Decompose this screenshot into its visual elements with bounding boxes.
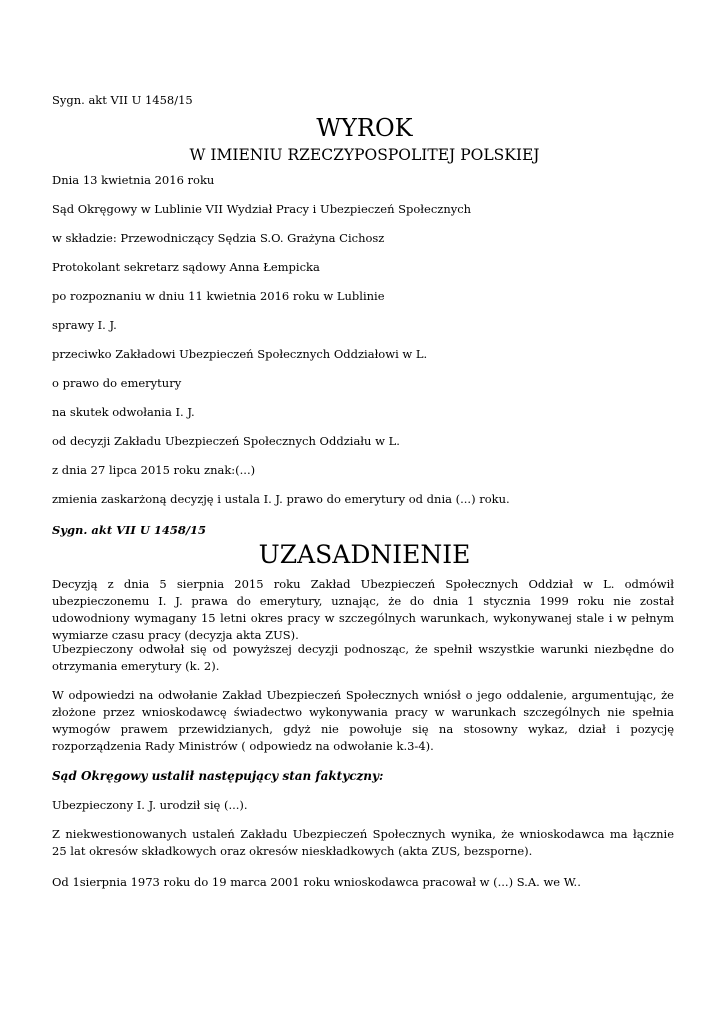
judgment-ruling: zmienia zaskarżoną decyzję i ustala I. J. prawo do emerytury od dnia (...) roku.: [52, 492, 510, 506]
justification-paragraph-1: Decyzją z dnia 5 sierpnia 2015 roku Zakład Ubezpieczeń Społecznych Oddział w L. odmówił ubezpieczonemu I. J. prawa do emerytury, uznając, że do dnia 1 stycznia 1999 roku nie został udowodniony wymagany 15 letni okres pracy w szczególnych warunkach, wykonywanej stale i w pełnym wymiarze czasu pracy (decyzja akta ZUS).: [52, 577, 674, 642]
court-composition: w składzie: Przewodniczący Sędzia S.O. Grażyna Cichosz: [52, 231, 385, 245]
judgment-title: WYROK: [316, 114, 413, 142]
decision-reference: z dnia 27 lipca 2015 roku znak:(...): [52, 463, 256, 477]
judgment-subtitle: W IMIENIU RZECZYPOSPOLITEJ POLSKIEJ: [189, 146, 540, 164]
judgment-date: Dnia 13 kwietnia 2016 roku: [52, 173, 215, 187]
facts-paragraph-1: Ubezpieczony I. J. urodził się (...).: [52, 798, 248, 812]
justification-paragraph-2: Ubezpieczony odwołał się od powyższej decyzji podnosząc, że spełnił wszystkie warunki niezbędne do otrzymania emerytury (k. 2).: [52, 642, 674, 673]
decision-source: od decyzji Zakładu Ubezpieczeń Społecznych Oddziału w L.: [52, 434, 400, 448]
case-defendant: przeciwko Zakładowi Ubezpieczeń Społecznych Oddziałowi w L.: [52, 347, 428, 361]
facts-heading: Sąd Okręgowy ustalił następujący stan faktyczny:: [52, 769, 384, 783]
court-clerk: Protokolant sekretarz sądowy Anna Łempicka: [52, 260, 320, 274]
case-subject: o prawo do emerytury: [52, 376, 182, 390]
case-party: sprawy I. J.: [52, 318, 117, 332]
appeal-line: na skutek odwołania I. J.: [52, 405, 195, 419]
hearing-date: po rozpoznaniu w dniu 11 kwietnia 2016 roku w Lublinie: [52, 289, 385, 303]
justification-case-number: Sygn. akt VII U 1458/15: [52, 523, 207, 537]
justification-paragraph-3: W odpowiedzi na odwołanie Zakład Ubezpieczeń Społecznych wniósł o jego oddalenie, argumentując, że złożone przez wnioskodawcę świadectwo wykonywania pracy w warunkach szczególnych nie spełnia wymogów prawem przewidzianych, gdyż nie powołuje się na stosowny wykaz, dział i pozycję rozporządzenia Rady Ministrów ( odpowiedz na odwołanie k.3-4).: [52, 688, 674, 753]
court-name: Sąd Okręgowy w Lublinie VII Wydział Pracy i Ubezpieczeń Społecznych: [52, 202, 472, 216]
facts-paragraph-3: Od 1sierpnia 1973 roku do 19 marca 2001 roku wnioskodawca pracował w (...) S.A. we W..: [52, 875, 581, 889]
facts-paragraph-2: Z niekwestionowanych ustaleń Zakładu Ubezpieczeń Społecznych wynika, że wnioskodawca ma łącznie 25 lat okresów składkowych oraz okresów nieskładkowych (akta ZUS, bezsporne).: [52, 827, 674, 858]
justification-title: UZASADNIENIE: [258, 540, 471, 569]
case-number: Sygn. akt VII U 1458/15: [52, 93, 193, 107]
